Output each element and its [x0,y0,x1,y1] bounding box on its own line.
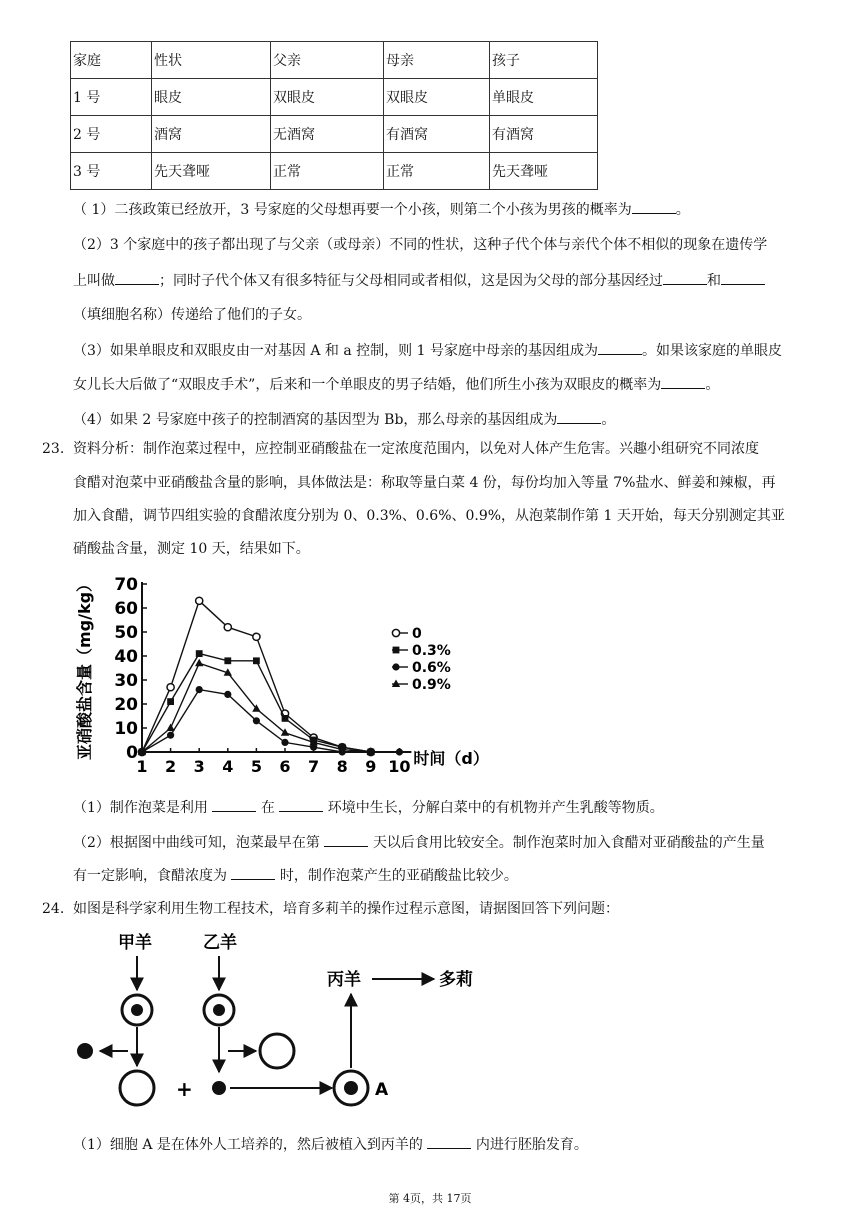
gene-table [70,41,598,190]
nucleus-icon [131,1004,143,1016]
x-tick-label: 6 [279,757,291,776]
dolly-label: 多莉 [439,970,473,990]
y-tick-label: 70 [114,575,138,595]
text: （ 1）二孩政策已经放开，3 号家庭的父母想再要一个小孩，则第二个小孩为男孩的概率为 [73,202,632,218]
y-tick-label: 50 [114,623,138,643]
data-point [253,657,260,664]
cell-a-label: A [375,1080,389,1100]
header-cell: 孩子 [490,42,598,79]
table-cell: 双眼皮 [384,79,490,116]
data-point [282,715,289,722]
page-footer: 第 4页，共 17页 [388,1192,472,1205]
removed-nucleus-icon [77,1043,93,1059]
q24-number: 24. [42,901,65,917]
text: （4）如果 2 号家庭中孩子的控制酒窝的基因型为 Bb，那么母亲的基因组成为 [73,412,558,428]
q22-part3-line2 [73,374,833,395]
y-axis-label: 亚硝酸盐含量（mg/kg） [75,575,94,761]
y-tick-label: 10 [114,719,138,739]
text: （3）如果单眼皮和双眼皮由一对基因 A 和 a 控制，则 1 号家庭中母亲的基因组成为 [73,343,598,359]
table-cell: 单眼皮 [490,79,598,116]
cytoplasm-cell-icon [260,1034,294,1068]
q24-part1 [73,1134,833,1155]
text: 。 [705,377,720,393]
table-cell: 正常 [384,153,490,190]
data-point [393,647,400,654]
x-axis-label: 时间（d） [413,749,489,768]
q23-line4: 硝酸盐含量，测定 10 天，结果如下。 [73,541,310,557]
header-cell: 家庭 [71,42,152,79]
q24-line1: 如图是科学家利用生物工程技术，培育多莉羊的操作过程示意图，请据图回答下列问题： [73,901,619,917]
enucleated-egg-icon [120,1071,154,1105]
table-cell: 正常 [271,153,384,190]
text: 环境中生长，分解白菜中的有机物并产生乳酸等物质。 [327,800,664,816]
table-cell: 双眼皮 [271,79,384,116]
data-point [224,624,231,631]
data-point [167,698,174,705]
x-tick-label: 10 [388,757,411,776]
q23-line1: 资料分析：制作泡菜过程中，应控制亚硝酸盐在一定浓度范围内，以免对人体产生危害。兴趣小组研究不同浓度 [73,441,759,457]
answer-blank[interactable] [231,865,275,880]
answer-blank[interactable] [557,409,601,424]
q23-part1 [73,797,833,818]
x-tick-label: 5 [250,757,262,776]
text: 。如果该家庭的单眼皮 [641,343,782,359]
nitrite-line-chart [70,570,489,785]
y-tick-label: 40 [114,647,138,667]
sheep-a-label: 甲羊 [118,933,152,953]
table-cell: 有酒窝 [384,116,490,153]
data-point [253,633,260,640]
data-point [253,717,260,724]
text: （1）制作泡菜是利用 [73,800,208,816]
answer-blank[interactable] [721,270,765,285]
q22-part4 [73,409,833,430]
text: 天以后食用比较安全。制作泡菜时加入食醋对亚硝酸盐的产生量 [372,835,765,851]
answer-blank[interactable] [598,340,642,355]
answer-blank[interactable] [427,1134,471,1149]
q23-part2-line2 [73,865,833,886]
table-header-row [71,42,598,79]
sheep-c-label: 丙羊 [327,970,361,990]
data-point [392,629,399,636]
x-tick-label: 8 [336,757,348,776]
text: 。 [601,412,616,428]
data-point [224,691,231,698]
text: 和 [707,273,721,289]
q22-part3-line1 [73,340,833,361]
q23-line3: 加入食醋，调节四组实验的食醋浓度分别为 0、0.3%、0.6%、0.9%，从泡菜制作第 1 天开始，每天分别测定其亚 [73,508,785,524]
data-point [167,732,174,739]
donor-nucleus-icon [212,1081,226,1095]
legend-label: 0.9% [412,677,451,693]
x-tick-label: 4 [222,757,234,776]
data-point [167,684,174,691]
legend-label: 0.3% [412,643,451,659]
q22-part1 [73,199,833,220]
q23-number: 23. [42,441,65,457]
text: 女儿长大后做了“双眼皮手术”，后来和一个单眼皮的男子结婚，他们所生小孩为双眼皮的概率为 [73,377,662,393]
table-row [71,116,598,153]
text: （1）细胞 A 是在体外人工培养的，然后被植入到丙羊的 [73,1137,423,1153]
q23-part2-line1 [73,832,833,853]
text: 内进行胚胎发育。 [475,1137,588,1153]
table-cell: 3 号 [71,153,152,190]
answer-blank[interactable] [279,797,323,812]
text: 有一定影响，食醋浓度为 [73,868,227,884]
x-tick-label: 7 [308,757,320,776]
table-cell: 眼皮 [152,79,271,116]
dolly-cloning-diagram [70,928,490,1123]
q22-part2-line1 [73,235,833,255]
sheep-b-label: 乙羊 [203,933,237,953]
table-cell: 先天聋哑 [152,153,271,190]
nucleus-icon [344,1081,358,1095]
series-line [142,601,371,752]
y-tick-label: 0 [126,743,138,763]
table-row [71,153,598,190]
data-point [196,686,203,693]
table-row [71,79,598,116]
legend-label: 0.6% [412,660,451,676]
nucleus-icon [213,1004,225,1016]
table-cell: 先天聋哑 [490,153,598,190]
text: ；同时子代个体又有很多特征与父母相同或者相似，这是因为父母的部分基因经过 [159,273,663,289]
x-tick-label: 2 [165,757,177,776]
answer-blank[interactable] [115,270,159,285]
plus-sign: + [176,1077,193,1101]
legend-label: 0 [412,626,422,642]
header-cell: 母亲 [384,42,490,79]
text: 上叫做 [73,273,115,289]
header-cell: 性状 [152,42,271,79]
table-cell: 1 号 [71,79,152,116]
x-tick-label: 3 [193,757,205,776]
data-point [196,650,203,657]
data-point [166,724,174,732]
q22-part2-line2 [73,270,833,291]
table-cell: 有酒窝 [490,116,598,153]
x-tick-label: 9 [365,757,377,776]
data-point [224,657,231,664]
answer-blank[interactable] [324,832,368,847]
table-cell: 2 号 [71,116,152,153]
text: 时，制作泡菜产生的亚硝酸盐比较少。 [279,868,518,884]
data-point [392,680,400,688]
text: （填细胞名称）传递给了他们的子女。 [73,307,311,323]
x-tick-label: 1 [136,757,148,776]
header-cell: 父亲 [271,42,384,79]
answer-blank[interactable] [632,199,676,214]
table-cell: 酒窝 [152,116,271,153]
text: 。 [675,202,690,218]
data-point [281,739,288,746]
text: 在 [260,800,275,816]
y-tick-label: 30 [114,671,138,691]
data-point [396,748,403,755]
table-cell: 无酒窝 [271,116,384,153]
answer-blank[interactable] [663,270,707,285]
data-point [392,663,399,670]
answer-blank[interactable] [661,374,705,389]
text: （2）根据图中曲线可知，泡菜最早在第 [73,835,320,851]
answer-blank[interactable] [212,797,256,812]
data-point [196,597,203,604]
y-tick-label: 20 [114,695,138,715]
q22-part2-line3 [73,305,833,325]
q23-line2: 食醋对泡菜中亚硝酸盐含量的影响，具体做法是：称取等量白菜 4 份，每份均加入等量 7%盐水、鲜姜和辣椒，再 [73,475,776,491]
text: （2）3 个家庭中的孩子都出现了与父亲（或母亲）不同的性状，这种子代个体与亲代个体不相似的现象在遗传学 [73,237,768,253]
y-tick-label: 60 [114,599,138,619]
